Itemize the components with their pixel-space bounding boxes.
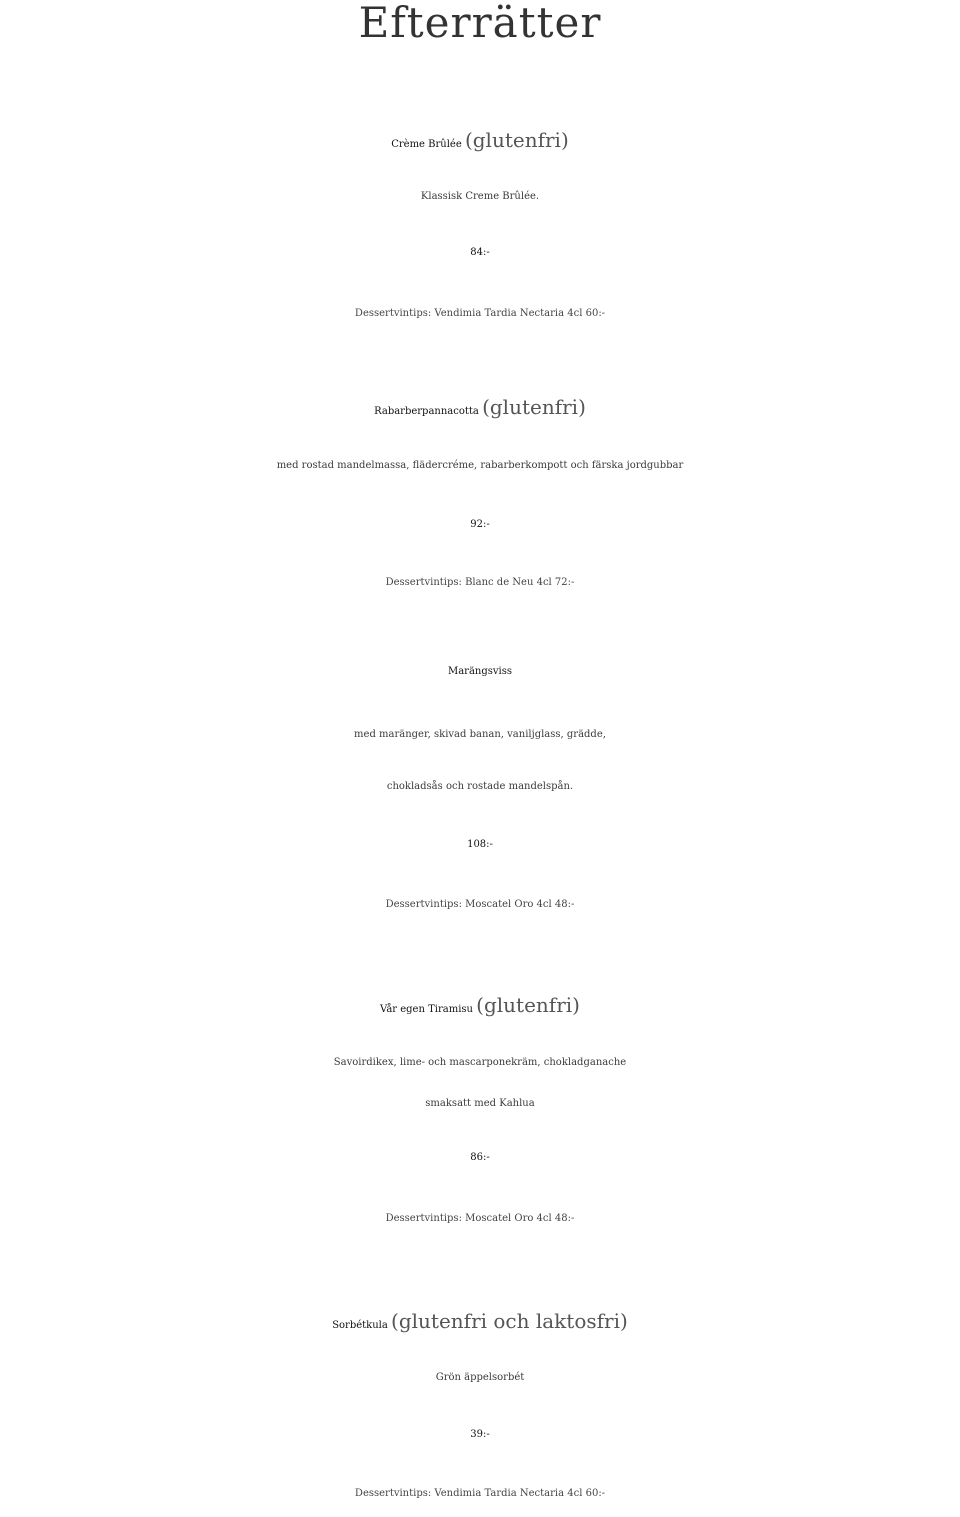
dish-name-sorbetkula xyxy=(0,1311,960,1331)
page-title: Efterrätter xyxy=(358,0,602,47)
dish-description: Grön äppelsorbét xyxy=(435,1372,525,1383)
dish-description: med maränger, skivad banan, vaniljglass, grädde, xyxy=(354,729,606,740)
wine-tip: Dessertvintips: Moscatel Oro 4cl 48:- xyxy=(385,1213,575,1224)
dish-description: Klassisk Creme Brûlée. xyxy=(420,191,540,202)
wine-tip: Dessertvintips: Vendimia Tardia Nectaria 4cl 60:- xyxy=(354,1488,606,1499)
dish-note: (glutenfri och laktosfri) xyxy=(391,1309,628,1333)
dish-price: 86:- xyxy=(470,1152,490,1163)
dish-note: (glutenfri) xyxy=(482,395,586,419)
dish-name: Vår egen Tiramisu xyxy=(380,1004,473,1015)
wine-tip: Dessertvintips: Vendimia Tardia Nectaria 4cl 60:- xyxy=(354,308,606,319)
dish-name: Rabarberpannacotta xyxy=(374,406,479,417)
dish-name: Crème Brûlée xyxy=(391,139,462,150)
dish-name: Sorbétkula xyxy=(332,1320,388,1331)
dish-price: 39:- xyxy=(470,1429,490,1440)
dish-description: smaksatt med Kahlua xyxy=(425,1098,535,1109)
dish-name-tiramisu xyxy=(0,995,960,1015)
dish-description: chokladsås och rostade mandelspån. xyxy=(386,781,574,792)
dish-note: (glutenfri) xyxy=(476,993,580,1017)
dish-price: 84:- xyxy=(470,247,490,258)
dish-note: (glutenfri) xyxy=(464,128,569,152)
wine-tip: Dessertvintips: Moscatel Oro 4cl 48:- xyxy=(385,899,575,910)
dish-name-rabarberpannacotta xyxy=(0,397,960,417)
dish-name-marangsviss xyxy=(0,667,960,677)
dish-description: med rostad mandelmassa, flädercréme, rabarberkompott och färska jordgubbar xyxy=(276,460,684,471)
dish-price: 92:- xyxy=(470,519,490,530)
dish-name: Marängsviss xyxy=(447,666,513,677)
wine-tip: Dessertvintips: Blanc de Neu 4cl 72:- xyxy=(385,577,575,588)
dish-price: 108:- xyxy=(467,839,493,850)
dish-name-creme-brulee xyxy=(0,130,960,150)
dish-description: Savoirdikex, lime- och mascarponekräm, chokladganache xyxy=(333,1057,627,1068)
